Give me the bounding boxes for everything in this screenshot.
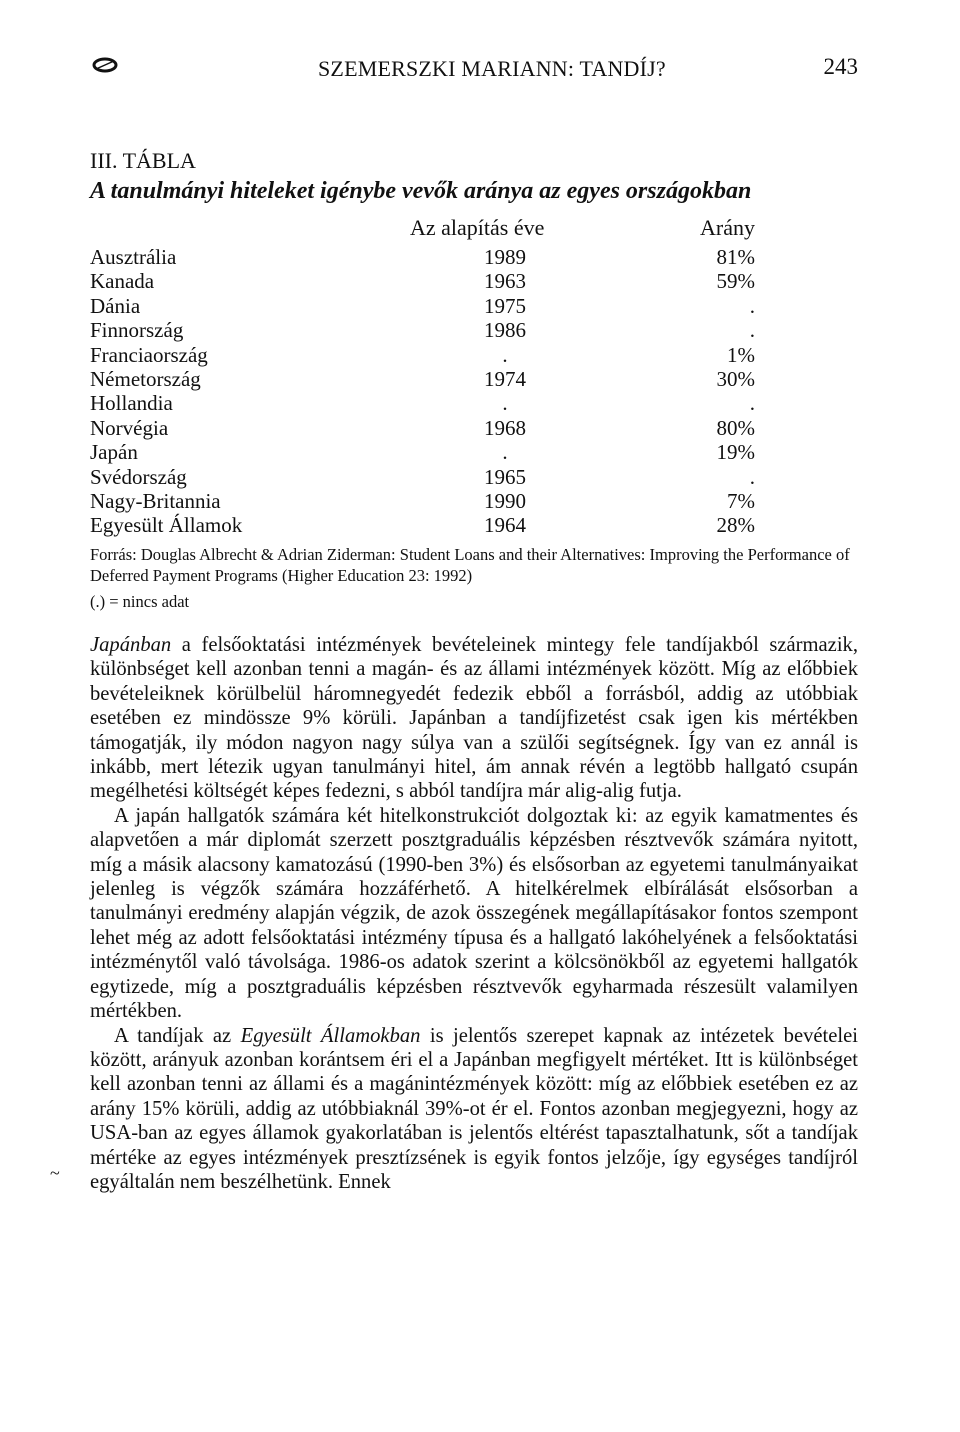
paragraph-3-rest: is jelentős szerepet kapnak az intézetek bevételei között, arányuk azonban korántsem éri el a Japánban megfigyelt mértéket. Itt is különbséget kell azonban tenni az állami és a magánintézmények között: míg az előbbiek esetében ez az arány 15% körüli, addig az utóbbiaknál 39%-ot ér el. Fontos azonban megjegyezni, hogy az USA-ban az egyes államok gyakorlatában is jelentős eltérést tapasztalhatunk, sőt a tandíjak mértéke az egyes intézmények presztízsének is egyik fontos jelzője, így egységes tandíjról egyáltalán nem beszélhetünk. Ennek	[90, 1024, 858, 1193]
table-cell-share: .	[749, 293, 755, 318]
table-cell-year: 1968	[484, 415, 526, 440]
table-cell-year: .	[502, 391, 508, 416]
table-row	[90, 391, 755, 415]
table-cell-share: .	[749, 318, 755, 343]
table-row	[90, 343, 755, 367]
table-label: III. TÁBLA	[90, 148, 196, 173]
page-number: 243	[823, 54, 858, 79]
table-cell-share: .	[749, 464, 755, 489]
table-cell-country: Japán	[90, 440, 138, 465]
table-cell-country: Egyesült Államok	[90, 513, 243, 538]
table-row	[90, 416, 755, 440]
table-row	[90, 367, 755, 391]
paragraph-2: A japán hallgatók számára két hitelkonstrukciót dolgoztak ki: az egyik kamatmentes és alapvetően a már diplomát szerzett posztgraduális képzésben résztvevők számára nyitott, míg a másik alacsony kamatozású (1990-ben 3%) és elsősorban az egyetemi tanulmányaikat jelenleg is végzők számára hozzáférhető. A hitelkérelmek elbírálását elsősorban a tanulmányi eredmény alapján végzik, de azok összegének megállapításakor fontos szempont lehet még az adott felsőoktatási intézmény típusa és a hallgató lakóhelyének a felsőoktatási intézménytől való távolsága. 1986-os adatok szerint a kölcsönökből az egyetemi hallgatók egytizede, míg a posztgraduális képzésben résztvevők egyharmada részesült valamilyen mértékben.	[90, 804, 858, 1023]
emphasis-japan: Japánban	[90, 634, 172, 656]
table-title: A tanulmányi hiteleket igénybe vevők aránya az egyes országokban	[90, 178, 752, 204]
table-cell-share: 81%	[716, 245, 755, 269]
table-cell-year: 1990	[484, 488, 526, 513]
paragraph-1	[90, 633, 858, 804]
table-cell-country: Nagy-Britannia	[90, 488, 221, 513]
table-row	[90, 440, 755, 464]
table-row	[90, 465, 755, 489]
table-note: (.) = nincs adat	[90, 592, 190, 611]
column-header-share: Arány	[700, 215, 755, 240]
table-cell-country: Kanada	[90, 269, 155, 294]
body-text	[90, 633, 858, 1194]
table-cell-country: Németország	[90, 366, 201, 391]
table-cell-share: 19%	[716, 440, 755, 465]
running-title: SZEMERSZKI MARIANN: TANDÍJ?	[318, 56, 666, 81]
table-row	[90, 294, 755, 318]
table-cell-year: 1965	[484, 464, 526, 489]
table-cell-year: 1974	[484, 366, 526, 391]
margin-mark: ~	[50, 1163, 60, 1183]
table-row	[90, 245, 755, 269]
table-cell-country: Dánia	[90, 293, 141, 318]
table-cell-country: Hollandia	[90, 391, 173, 416]
table-cell-share: 7%	[727, 488, 755, 513]
table-row	[90, 269, 755, 293]
table-cell-year: 1964	[484, 513, 526, 538]
table-cell-year: 1986	[484, 318, 526, 343]
table-cell-country: Franciaország	[90, 342, 208, 367]
column-header-year: Az alapítás éve	[410, 215, 545, 240]
table-cell-year: 1989	[484, 245, 526, 269]
table-cell-year: .	[502, 440, 508, 465]
emphasis-usa: Egyesült Államokban	[240, 1024, 421, 1047]
table-cell-share: 28%	[716, 513, 755, 538]
table-cell-share: 30%	[716, 366, 755, 391]
table-cell-year: .	[502, 342, 508, 367]
table-cell-share: 1%	[727, 342, 755, 367]
paragraph-3	[90, 1024, 858, 1195]
table-cell-country: Finnország	[90, 318, 184, 343]
table-cell-year: 1963	[484, 269, 526, 294]
table-row	[90, 489, 755, 513]
table-cell-share: .	[749, 391, 755, 416]
table-cell-share: 59%	[716, 269, 755, 294]
table-row	[90, 513, 755, 537]
table-cell-share: 80%	[716, 415, 755, 440]
table-cell-country: Svédország	[90, 464, 187, 489]
table-cell-year: 1975	[484, 293, 526, 318]
data-table	[90, 245, 755, 538]
paragraph-3-start: A tandíjak az	[114, 1024, 241, 1047]
paragraph-1-text: a felsőoktatási intézmények bevételeinek mintegy fele tandíjakból származik, különbséget kell azonban tenni a magán- és az állami intézmények között. Míg az előbbiek bevételeiknek körülbelül háromnegyedét fedezik ebből a forrásból, addig az utóbbiak esetében ez mindössze 9% körüli. Japánban a tandíjfizetést csak igen kis mértékben támogatják, ily módon nagyon nagy súlya van a szülői segítségnek. Így van ez annál is inkább, mert létezik ugyan tanulmányi hitel, ám annak révén a legtöbb hallgató csupán megélhetési költségét képes fedezni, s abból tandíjra már alig-alig futja.	[90, 634, 858, 803]
table-row	[90, 318, 755, 342]
table-source: Forrás: Douglas Albrecht & Adrian Ziderman: Student Loans and their Alternatives: Improving the Performance of Deferred Payment Programs (Higher Education 23: 1992)	[90, 545, 850, 585]
table-cell-country: Ausztrália	[90, 245, 177, 269]
table-cell-country: Norvégia	[90, 415, 169, 440]
oval-ornament-icon	[90, 56, 120, 74]
page-header	[90, 52, 880, 92]
